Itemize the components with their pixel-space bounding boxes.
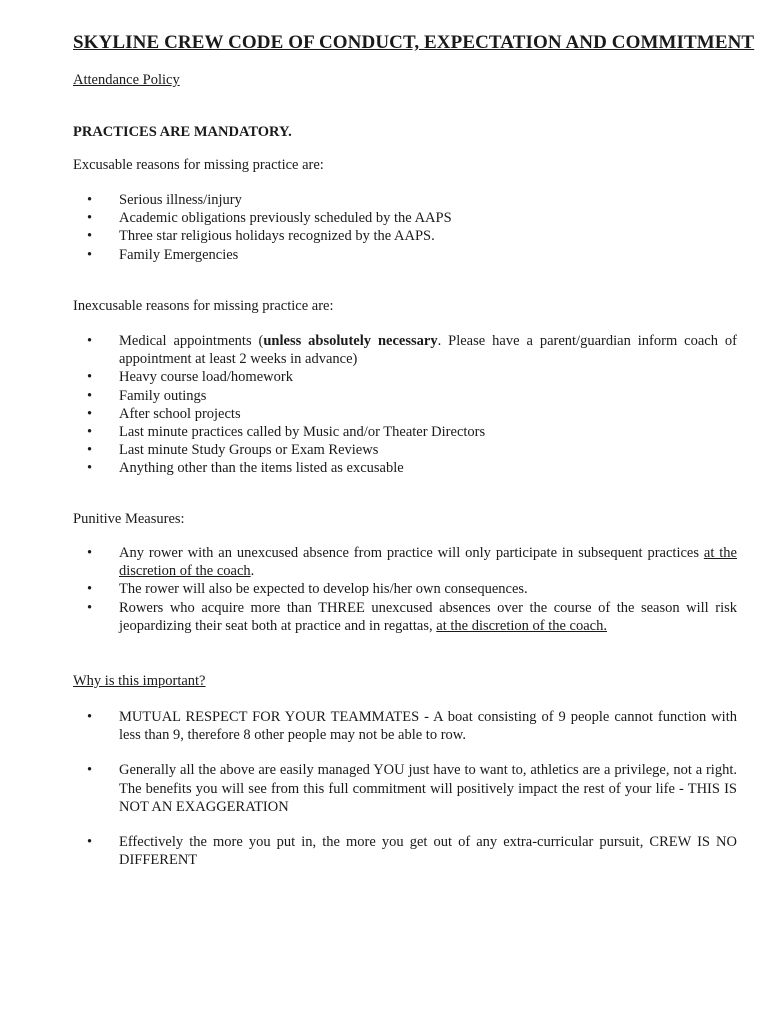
bullet-icon: •	[87, 228, 93, 245]
bullet-icon: •	[87, 460, 93, 477]
why-important-heading: Why is this important?	[73, 673, 206, 689]
bullet-icon: •	[87, 333, 93, 349]
practices-mandatory-heading: PRACTICES ARE MANDATORY.	[73, 124, 292, 140]
bullet-icon: •	[87, 834, 93, 851]
list-item: • After school projects	[87, 405, 241, 422]
why-list	[73, 708, 737, 869]
underlined-text: at the discretion of the coach	[119, 545, 737, 580]
inexcusable-intro: Inexcusable reasons for missing practice are:	[73, 298, 334, 314]
list-item: • Medical appointments (unless absolutely necessary. Please have a parent/guardian inform coach of appointment at least 2 weeks in advance)	[87, 333, 738, 368]
list-item: • Last minute practices called by Music and/or Theater Directors	[87, 424, 486, 441]
bullet-icon: •	[87, 210, 93, 227]
bullet-icon: •	[87, 246, 93, 263]
bullet-icon: •	[87, 762, 93, 779]
list-item: • Academic obligations previously scheduled by the AAPS	[87, 210, 452, 227]
list-item: • Rowers who acquire more than THREE unexcused absences over the course of the season will risk jeopardizing their seat both at practice and in regattas, at the discretion of the coach.	[87, 599, 737, 634]
document-title: SKYLINE CREW CODE OF CONDUCT, EXPECTATION AND COMMITMENT	[73, 32, 755, 53]
inexcusable-list	[73, 332, 737, 478]
bullet-icon: •	[87, 387, 93, 404]
list-item: • Any rower with an unexcused absence from practice will only participate in subsequent practices at the discretion of the coach.	[87, 545, 737, 580]
punitive-measures-heading: Punitive Measures:	[73, 511, 185, 527]
list-item: • Generally all the above are easily managed YOU just have to want to, athletics are a privilege, not a right. The benefits you will see from this full commitment will positively impact the rest of your life - THIS IS NOT AN EXAGGERATION	[87, 762, 737, 815]
list-item: • Serious illness/injury	[87, 192, 242, 208]
bullet-icon: •	[87, 369, 93, 386]
list-item: • The rower will also be expected to develop his/her own consequences.	[87, 581, 528, 598]
punitive-list	[73, 544, 737, 635]
excusable-list	[73, 191, 737, 264]
list-item: • Family outings	[87, 387, 207, 404]
bullet-icon: •	[87, 405, 93, 422]
attendance-policy-heading: Attendance Policy	[73, 72, 180, 88]
list-item: • Effectively the more you put in, the more you get out of any extra-curricular pursuit, CREW IS NO DIFFERENT	[87, 834, 737, 869]
list-item: • Heavy course load/homework	[87, 369, 293, 386]
bullet-icon: •	[87, 709, 93, 725]
excusable-intro: Excusable reasons for missing practice are:	[73, 157, 324, 173]
list-item: • Anything other than the items listed as excusable	[87, 460, 404, 477]
list-item: • Family Emergencies	[87, 246, 239, 263]
bullet-icon: •	[87, 442, 93, 459]
bullet-icon: •	[87, 581, 93, 598]
emphasis-text: unless absolutely necessary	[263, 333, 438, 349]
bullet-icon: •	[87, 192, 93, 208]
list-item: • Three star religious holidays recognized by the AAPS.	[87, 228, 435, 245]
list-item: • Last minute Study Groups or Exam Reviews	[87, 442, 379, 459]
bullet-icon: •	[87, 424, 93, 441]
list-item: • MUTUAL RESPECT FOR YOUR TEAMMATES - A boat consisting of 9 people cannot function with less than 9, therefore 8 other people may not be able to row.	[87, 709, 737, 744]
bullet-icon: •	[87, 599, 93, 616]
bullet-icon: •	[87, 545, 93, 561]
underlined-text: at the discretion of the coach.	[436, 617, 607, 634]
